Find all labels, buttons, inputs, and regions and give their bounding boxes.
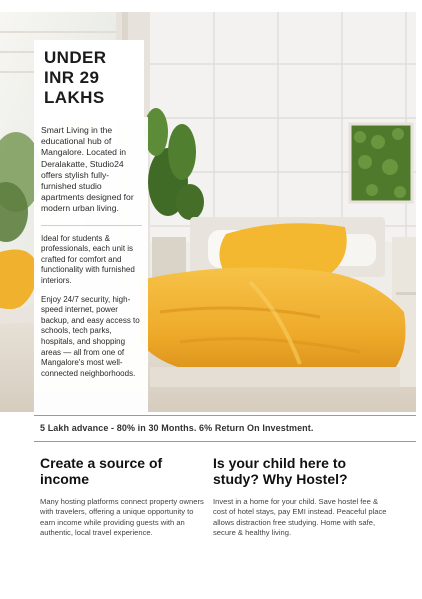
- amenities-paragraph: Enjoy 24/7 security, high-speed internet, power backup, and easy access to schools, tech parks, hospitals, and shopping areas — all from one of Mangalore's most well-connected neighborhoods.: [41, 294, 140, 378]
- description-column: [34, 117, 148, 415]
- banner-bottom-rule: [34, 441, 416, 442]
- price-line-2: INR 29: [44, 68, 100, 87]
- banner-top-rule: [34, 415, 416, 416]
- students-paragraph: Ideal for students & professionals, each unit is crafted for comfort and functionality with furnished interiors.: [41, 233, 135, 285]
- student-body: Invest in a home for your child. Save hostel fee & cost of hotel stays, pay EMI instead. Peaceful place allows distraction free studying. Home with safe, secure & healthy living.: [213, 497, 387, 538]
- investment-banner: 5 Lakh advance - 80% in 30 Months. 6% Return On Investment.: [40, 423, 314, 433]
- price-line-1: UNDER: [44, 48, 107, 67]
- price-line-3: LAKHS: [44, 88, 105, 107]
- intro-paragraph: Smart Living in the educational hub of Mangalore. Located in Deralakatte, Studio24 offers stylish fully-furnished studio apartments designed for modern urban living.: [41, 125, 134, 214]
- income-heading: Create a source of income: [40, 455, 163, 487]
- divider: [41, 225, 142, 226]
- student-heading: Is your child here to study? Why Hostel?: [213, 455, 348, 487]
- income-section: [40, 455, 208, 539]
- student-section: [213, 455, 388, 539]
- price-badge: [34, 40, 144, 120]
- income-body: Many hosting platforms connect property owners with travelers, offering a unique opportunity to earn income while providing guests with an authentic, local travel experience.: [40, 497, 204, 538]
